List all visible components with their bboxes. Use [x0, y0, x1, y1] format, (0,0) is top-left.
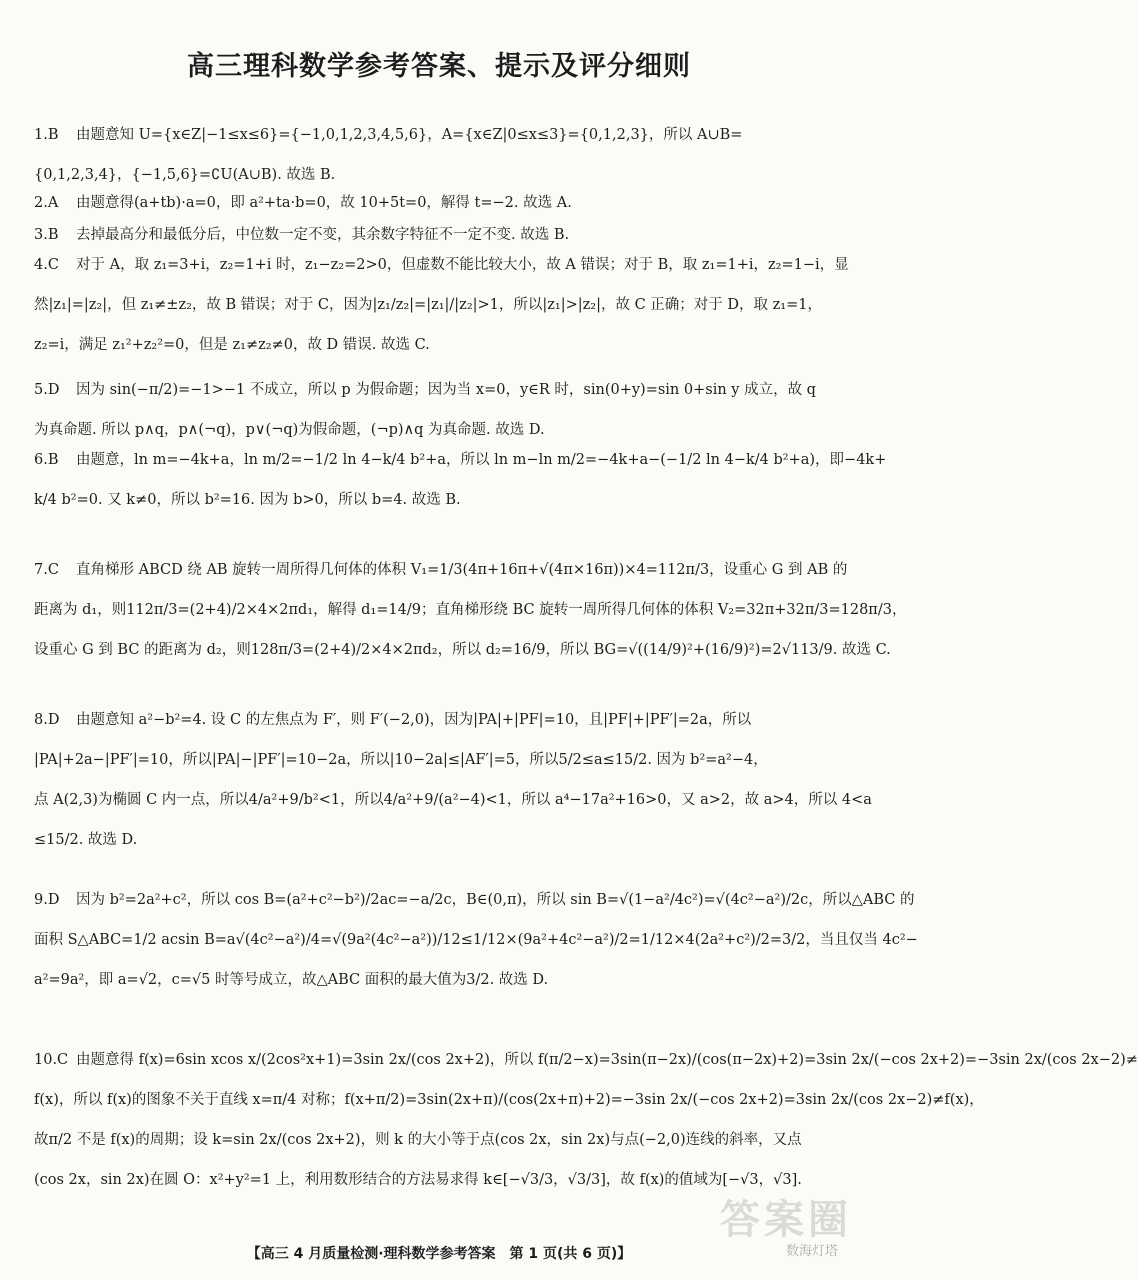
- answer-text: 对于 A，取 z₁=3+i，z₂=1+i 时，z₁−z₂=2>0，但虚数不能比较大小，故 A 错误；对于 B，取 z₁=1+i，z₂=1−i，显: [76, 257, 849, 273]
- answer-text: f(x)，所以 f(x)的图象不关于直线 x=π/4 对称；f(x+π/2)=3sin(2x+π)/(cos(2x+π)+2)=−3sin 2x/(−cos 2x+2)=3sin 2x/(cos 2x−2)≠f(x)，: [34, 1092, 984, 1108]
- page-footer: 【高三 4 月质量检测·理科数学参考答案 第 1 页(共 6 页)】: [246, 1246, 632, 1262]
- answer-number: 10.C: [34, 1052, 69, 1068]
- answer-item: [34, 700, 872, 860]
- answer-line: [34, 1120, 848, 1160]
- answer-text: z₂=i，满足 z₁²+z₂²=0，但是 z₁≠z₂≠0，故 D 错误. 故选 C.: [34, 337, 430, 353]
- answer-text: a²=9a²，即 a=√2，c=√5 时等号成立，故△ABC 面积的最大值为3/2. 故选 D.: [34, 972, 549, 988]
- answer-line: [34, 285, 848, 325]
- answer-line: [34, 1080, 984, 1120]
- answer-line: [34, 245, 848, 285]
- answer-text: 因为 sin(−π/2)=−1>−1 不成立，所以 p 为假命题；因为当 x=0，y∈R 时，sin(0+y)=sin 0+sin y 成立，故 q: [76, 382, 816, 398]
- answer-item: [34, 370, 848, 450]
- answer-text: 点 A(2,3)为椭圆 C 内一点，所以4/a²+9/b²<1，所以4/a²+9/(a²−4)<1，所以 a⁴−17a²+16>0，又 a>2，故 a>4，所以 4<a: [34, 792, 872, 808]
- answer-text: 设重心 G 到 BC 的距离为 d₂，则128π/3=(2+4)/2×4×2πd₂，所以 d₂=16/9，所以 BG=√((14/9)²+(16/9)²)=2√113/9. 故选 C.: [34, 642, 891, 658]
- answer-text: |PA|+2a−|PF′|=10，所以|PA|−|PF′|=10−2a，所以|10−2a|≤|AF′|=5，所以5/2≤a≤15/2. 因为 b²=a²−4，: [34, 752, 768, 768]
- answer-text: 面积 S△ABC=1/2 acsin B=a√(4c²−a²)/4=√(9a²(4c²−a²))/12≤1/12×(9a²+4c²−a²)/2=1/12×4(2a²+c²)/2=3/2，当且仅当 4c²−: [34, 932, 918, 948]
- answer-number: 7.C: [34, 562, 59, 578]
- answer-line: [34, 700, 848, 740]
- answer-item: [34, 1040, 1138, 1200]
- answer-line: [34, 960, 848, 1000]
- answer-text: 直角梯形 ABCD 绕 AB 旋转一周所得几何体的体积 V₁=1/3(4π+16π+√(4π×16π))×4=112π/3，设重心 G 到 AB 的: [76, 562, 848, 578]
- watermark-text: 数海灯塔: [785, 1244, 838, 1259]
- answer-text: 因为 b²=2a²+c²，所以 cos B=(a²+c²−b²)/2ac=−a/2c，B∈(0,π)，所以 sin B=√(1−a²/4c²)=√(4c²−a²)/2c，所以△ABC 的: [76, 892, 915, 908]
- answer-line: [34, 480, 848, 520]
- answer-text: k/4 b²=0. 又 k≠0，所以 b²=16. 因为 b>0，所以 b=4. 故选 B.: [34, 492, 461, 508]
- answer-number: 8.D: [34, 712, 60, 728]
- answer-text: {0,1,2,3,4}，{−1,5,6}=∁U(A∪B). 故选 B.: [34, 167, 336, 183]
- answer-number: 1.B: [34, 127, 59, 143]
- page-title: 高三理科数学参考答案、提示及评分细则: [187, 51, 691, 82]
- answer-item: [34, 245, 848, 365]
- answer-text: 由题意得 f(x)=6sin xcos x/(2cos²x+1)=3sin 2x/(cos 2x+2)，所以 f(π/2−x)=3sin(π−2x)/(cos(π−2x)+2)=3sin 2x/(−cos 2x+2)=−3sin 2x/(cos 2x−2)≠: [76, 1052, 1138, 1068]
- answer-number: 6.B: [34, 452, 59, 468]
- watermark-logo: 答案圈: [720, 1197, 852, 1243]
- answer-line: [34, 325, 848, 365]
- answer-line: [34, 370, 848, 410]
- answer-text: 距离为 d₁，则112π/3=(2+4)/2×4×2πd₁，解得 d₁=14/9；直角梯形绕 BC 旋转一周所得几何体的体积 V₂=32π+32π/3=128π/3，: [34, 602, 907, 618]
- answer-line: [34, 550, 848, 590]
- answer-line: [34, 1040, 1138, 1080]
- answer-text: 去掉最高分和最低分后，中位数一定不变，其余数字特征不一定不变. 故选 B.: [76, 227, 570, 243]
- answer-text: 由题意，ln m=−4k+a，ln m/2=−1/2 ln 4−k/4 b²+a，所以 ln m−ln m/2=−4k+a−(−1/2 ln 4−k/4 b²+a)，即−4k+: [76, 452, 887, 468]
- answer-item: [34, 550, 907, 670]
- answer-line: [34, 820, 848, 860]
- answer-number: 4.C: [34, 257, 59, 273]
- answer-line: [34, 440, 887, 480]
- answer-line: [34, 920, 918, 960]
- answer-text: 由题意知 a²−b²=4. 设 C 的左焦点为 F′，则 F′(−2,0)，因为|PA|+|PF|=10，且|PF|+|PF′|=2a，所以: [76, 712, 752, 728]
- answer-line: [34, 880, 915, 920]
- answer-number: 9.D: [34, 892, 60, 908]
- answer-text: 由题意知 U={x∈Z|−1≤x≤6}={−1,0,1,2,3,4,5,6}，A={x∈Z|0≤x≤3}={0,1,2,3}，所以 A∪B=: [76, 127, 743, 143]
- answer-line: [34, 115, 848, 155]
- answer-number: 5.D: [34, 382, 60, 398]
- answer-line: [34, 780, 872, 820]
- answer-text: 故π/2 不是 f(x)的周期；设 k=sin 2x/(cos 2x+2)，则 k 的大小等于点(cos 2x，sin 2x)与点(−2,0)连线的斜率，又点: [34, 1132, 802, 1148]
- answer-line: [34, 740, 848, 780]
- answer-line: [34, 590, 907, 630]
- answer-number: 2.A: [34, 195, 59, 211]
- answer-text: ≤15/2. 故选 D.: [34, 832, 138, 848]
- answer-text: 为真命题. 所以 p∧q，p∧(¬q)，p∨(¬q)为假命题，(¬p)∧q 为真命题. 故选 D.: [34, 422, 545, 438]
- answer-text: (cos 2x，sin 2x)在圆 O：x²+y²=1 上，利用数形结合的方法易求得 k∈[−√3/3，√3/3]，故 f(x)的值域为[−√3，√3].: [34, 1172, 802, 1188]
- answer-text: 由题意得(a+tb)·a=0，即 a²+ta·b=0，故 10+5t=0，解得 t=−2. 故选 A.: [76, 195, 572, 211]
- answer-item: [34, 440, 887, 520]
- answer-line: [34, 630, 891, 670]
- answer-number: 3.B: [34, 227, 59, 243]
- answer-text: 然|z₁|=|z₂|，但 z₁≠±z₂，故 B 错误；对于 C，因为|z₁/z₂|=|z₁|/|z₂|>1，所以|z₁|>|z₂|，故 C 正确；对于 D，取 z₁=1，: [34, 297, 822, 313]
- answer-item: [34, 880, 918, 1000]
